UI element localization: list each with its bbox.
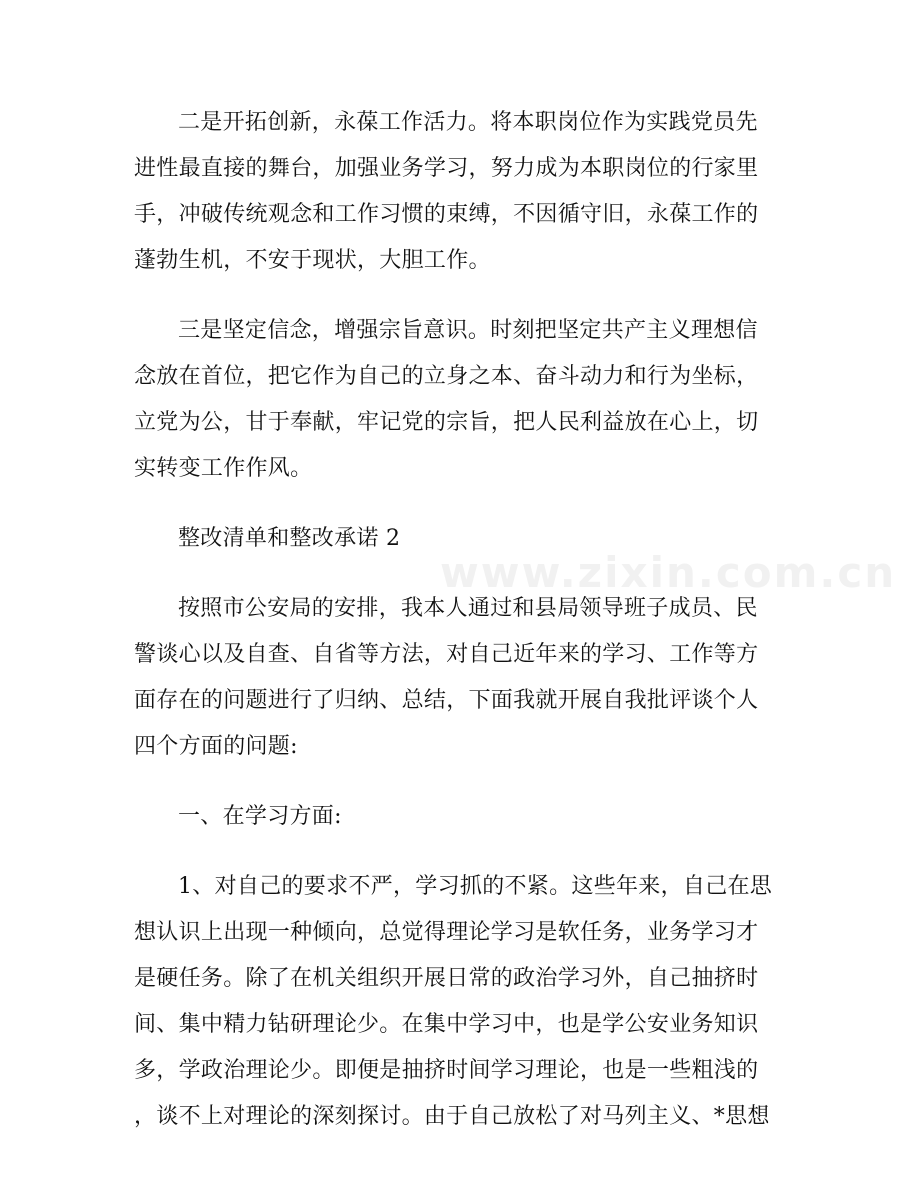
- paragraph-introduction: [134, 586, 786, 770]
- text-line: 三是坚定信念，增强宗旨意识。时刻把坚定共产主义理想信: [178, 318, 758, 343]
- text-line: ，谈不上对理论的深刻探讨。由于自己放松了对马列主义、*思想: [134, 1104, 770, 1129]
- text-line: 进性最直接的舞台，加强业务学习，努力成为本职岗位的行家里: [134, 156, 759, 181]
- text-line: 警谈心以及自查、自省等方法，对自己近年来的学习、工作等方: [134, 642, 759, 667]
- text-line: 想认识上出现一种倾向，总觉得理论学习是软任务，业务学习才: [134, 920, 759, 945]
- text-line: 四个方面的问题:: [134, 734, 298, 759]
- section-heading: [134, 516, 786, 562]
- text-line: 念放在首位，把它作为自己的立身之本、奋斗动力和行为坐标，: [134, 364, 759, 389]
- text-line: 按照市公安局的安排，我本人通过和县局领导班子成员、民: [178, 596, 758, 621]
- text-line: 是硬任务。除了在机关组织开展日常的政治学习外，自己抽挤时: [134, 966, 759, 991]
- text-line: 间、集中精力钻研理论少。在集中学习中，也是学公安业务知识: [134, 1012, 759, 1037]
- paragraph-innovation: [134, 100, 786, 284]
- text-line: 立党为公，甘于奉献，牢记党的宗旨，把人民利益放在心上，切: [134, 410, 759, 435]
- heading-text: 一、在学习方面:: [178, 804, 342, 829]
- text-line: 1、对自己的要求不严，学习抓的不紧。这些年来，自己在思: [178, 874, 773, 899]
- text-line: 二是开拓创新，永葆工作活力。将本职岗位作为实践党员先: [178, 110, 758, 135]
- watermark-text: www.zixin.com.cn: [440, 548, 897, 597]
- heading-text: 整改清单和整改承诺 2: [178, 526, 401, 551]
- text-line: 手，冲破传统观念和工作习惯的束缚，不因循守旧，永葆工作的: [134, 202, 759, 227]
- text-line: 多，学政治理论少。即便是抽挤时间学习理论，也是一些粗浅的: [134, 1058, 759, 1083]
- paragraph-study-issue: [134, 864, 786, 1140]
- text-line: 蓬勃生机，不安于现状，大胆工作。: [134, 248, 491, 273]
- text-line: 实转变工作作风。: [134, 456, 313, 481]
- text-line: 面存在的问题进行了归纳、总结，下面我就开展自我批评谈个人: [134, 688, 759, 713]
- document-body: [134, 100, 786, 1164]
- paragraph-belief: [134, 308, 786, 492]
- subsection-heading: [134, 794, 786, 840]
